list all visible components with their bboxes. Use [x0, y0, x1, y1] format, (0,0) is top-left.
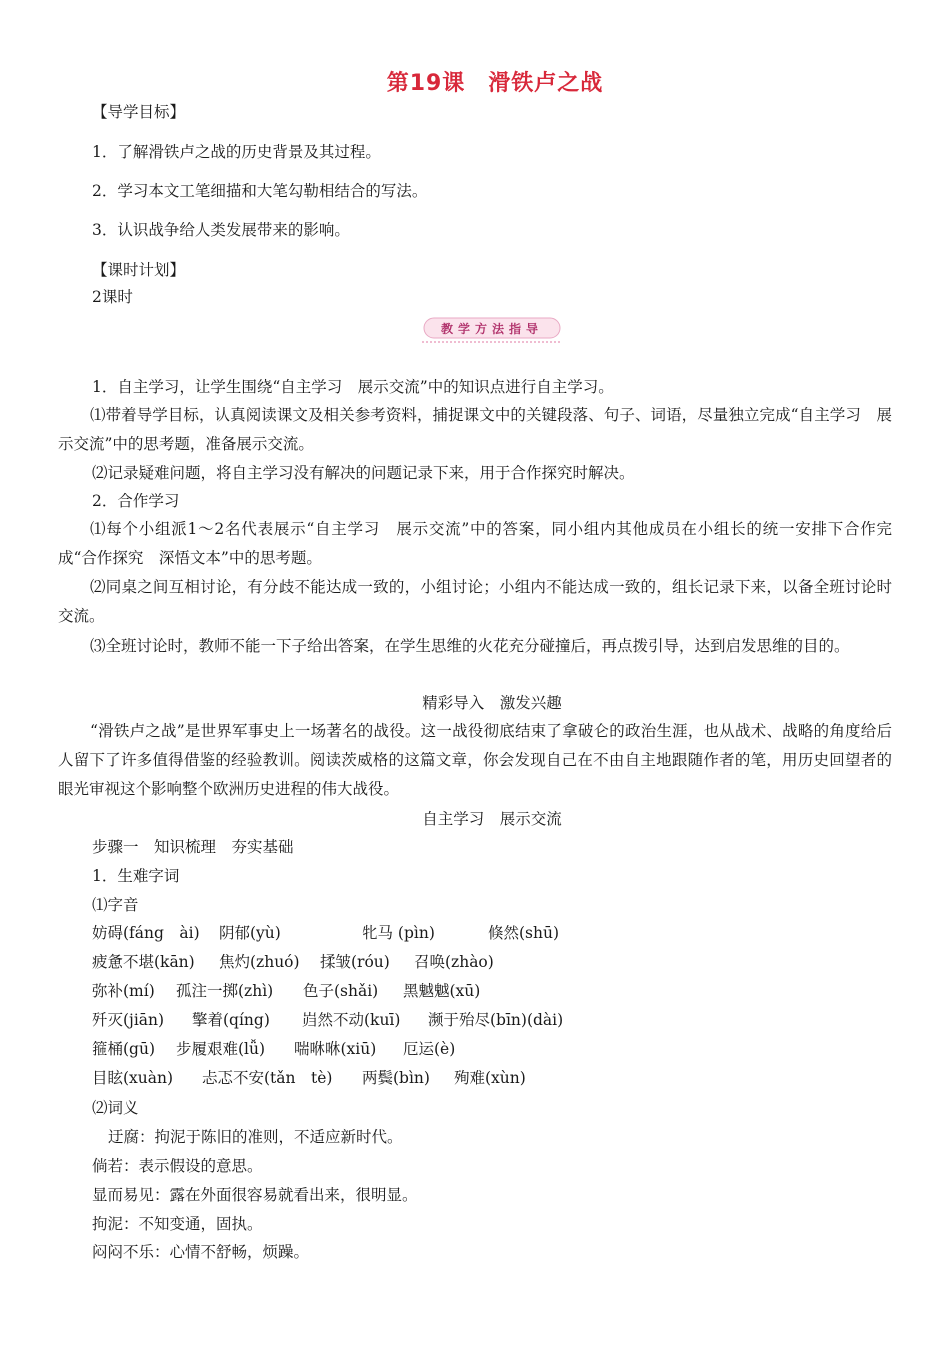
- goal-item: 3．认识战争给人类发展带来的影响。: [92, 221, 350, 239]
- pronunciation-word: 箍桶(gū): [92, 1040, 155, 1058]
- goal-item: 2．学习本文工笔细描和大笔勾勒相结合的写法。: [92, 182, 428, 200]
- pronunciation-word: 弥补(mí): [92, 982, 155, 1000]
- intro-heading: 精彩导入 激发兴趣: [422, 694, 562, 712]
- method-point-2: 2．合作学习: [92, 492, 180, 510]
- pronunciation-word: 岿然不动(kuī): [302, 1011, 401, 1029]
- meaning-heading: ⑵词义: [92, 1099, 139, 1117]
- pronunciation-word: 色子(shǎi): [303, 982, 379, 1000]
- goals-heading: 【导学目标】: [92, 103, 186, 121]
- method-point-1a: ⑴带着导学目标，认真阅读课文及相关参考资料，捕捉课文中的关键段落、句子、词语，尽量独立完成“自主学习 展示交流”中的思考题，准备展示交流。: [58, 406, 892, 453]
- pronunciation-word: 孤注一掷(zhì): [176, 982, 274, 1000]
- pronunciation-word: 召唤(zhào): [414, 953, 494, 971]
- pronunciation-word: 阴郁(yù): [219, 924, 281, 942]
- plan-value: 2课时: [92, 288, 133, 306]
- meaning-item: 拘泥：不知变通，固执。: [92, 1215, 263, 1233]
- pronunciation-word: 疲惫不堪(kān): [92, 953, 195, 971]
- method-point-1: 1．自主学习，让学生围绕“自主学习 展示交流”中的知识点进行自主学习。: [92, 378, 614, 396]
- pronunciation-word: 牝马 (pìn): [362, 924, 435, 942]
- method-point-1b: ⑵记录疑难问题，将自主学习没有解决的问题记录下来，用于合作探究时解决。: [92, 464, 635, 482]
- pronunciation-word: 目眩(xuàn): [92, 1069, 174, 1087]
- meaning-item: 显而易见：露在外面很容易就看出来，很明显。: [92, 1186, 418, 1204]
- pronunciation-word: 殉难(xùn): [454, 1069, 526, 1087]
- lesson-title: 第19课 滑铁卢之战: [386, 71, 604, 96]
- method-point-2c: ⑶全班讨论时，教师不能一下子给出答案，在学生思维的火花充分碰撞后，再点拨引导，达到启发思维的目的。: [90, 637, 850, 655]
- goal-item: 1．了解滑铁卢之战的历史背景及其过程。: [92, 143, 381, 161]
- pronunciation-word: 擎着(qíng): [192, 1011, 270, 1029]
- self-study-heading: 自主学习 展示交流: [422, 810, 562, 828]
- pronunciation-word: 倏然(shū): [488, 924, 560, 942]
- meaning-item: 迂腐：拘泥于陈旧的准则，不适应新时代。: [108, 1128, 403, 1146]
- pronunciation-word: 步履艰难(lǚ): [176, 1040, 266, 1058]
- pronunciation-word: 喘咻咻(xiū): [294, 1040, 377, 1058]
- pronunciation-heading: ⑴字音: [92, 896, 139, 914]
- pronunciation-word: 焦灼(zhuó): [219, 953, 300, 971]
- pronunciation-word: 两鬓(bìn): [362, 1069, 430, 1087]
- pronunciation-word: 忐忑不安(tǎn tè): [202, 1069, 333, 1087]
- banner-label: 教学方法指导: [440, 322, 543, 336]
- pronunciation-word: 黑魆魆(xū): [403, 982, 481, 1000]
- step-heading: 步骤一 知识梳理 夯实基础: [92, 838, 294, 856]
- meaning-item: 闷闷不乐：心情不舒畅，烦躁。: [92, 1243, 310, 1261]
- method-point-2a: ⑴每个小组派1～2名代表展示“自主学习 展示交流”中的答案，同小组内其他成员在小组长的统一安排下合作完成“合作探究 深悟文本”中的思考题。: [58, 520, 892, 567]
- pronunciation-word: 揉皱(róu): [320, 953, 390, 971]
- intro-text: “滑铁卢之战”是世界军事史上一场著名的战役。这一战役彻底结束了拿破仑的政治生涯，也从战术、战略的角度给后人留下了许多值得借鉴的经验教训。阅读茨威格的这篇文章，你会发现自己在不由自主地跟随作者的笔，用历史回望者的眼光审视这个影响整个欧洲历史进程的伟大战役。: [58, 722, 892, 798]
- method-banner: [422, 314, 562, 344]
- plan-heading: 【课时计划】: [92, 261, 186, 279]
- pronunciation-word: 濒于殆尽(bīn)(dài): [428, 1011, 564, 1029]
- pronunciation-word: 歼灭(jiān): [92, 1011, 165, 1029]
- method-point-2b: ⑵同桌之间互相讨论，有分歧不能达成一致的，小组讨论；小组内不能达成一致的，组长记录下来，以备全班讨论时交流。: [58, 578, 892, 625]
- pronunciation-word: 妨碍(fáng ài): [92, 924, 200, 942]
- meaning-item: 倘若：表示假设的意思。: [92, 1157, 263, 1175]
- pronunciation-word: 厄运(è): [403, 1040, 456, 1058]
- vocab-heading: 1．生难字词: [92, 867, 180, 885]
